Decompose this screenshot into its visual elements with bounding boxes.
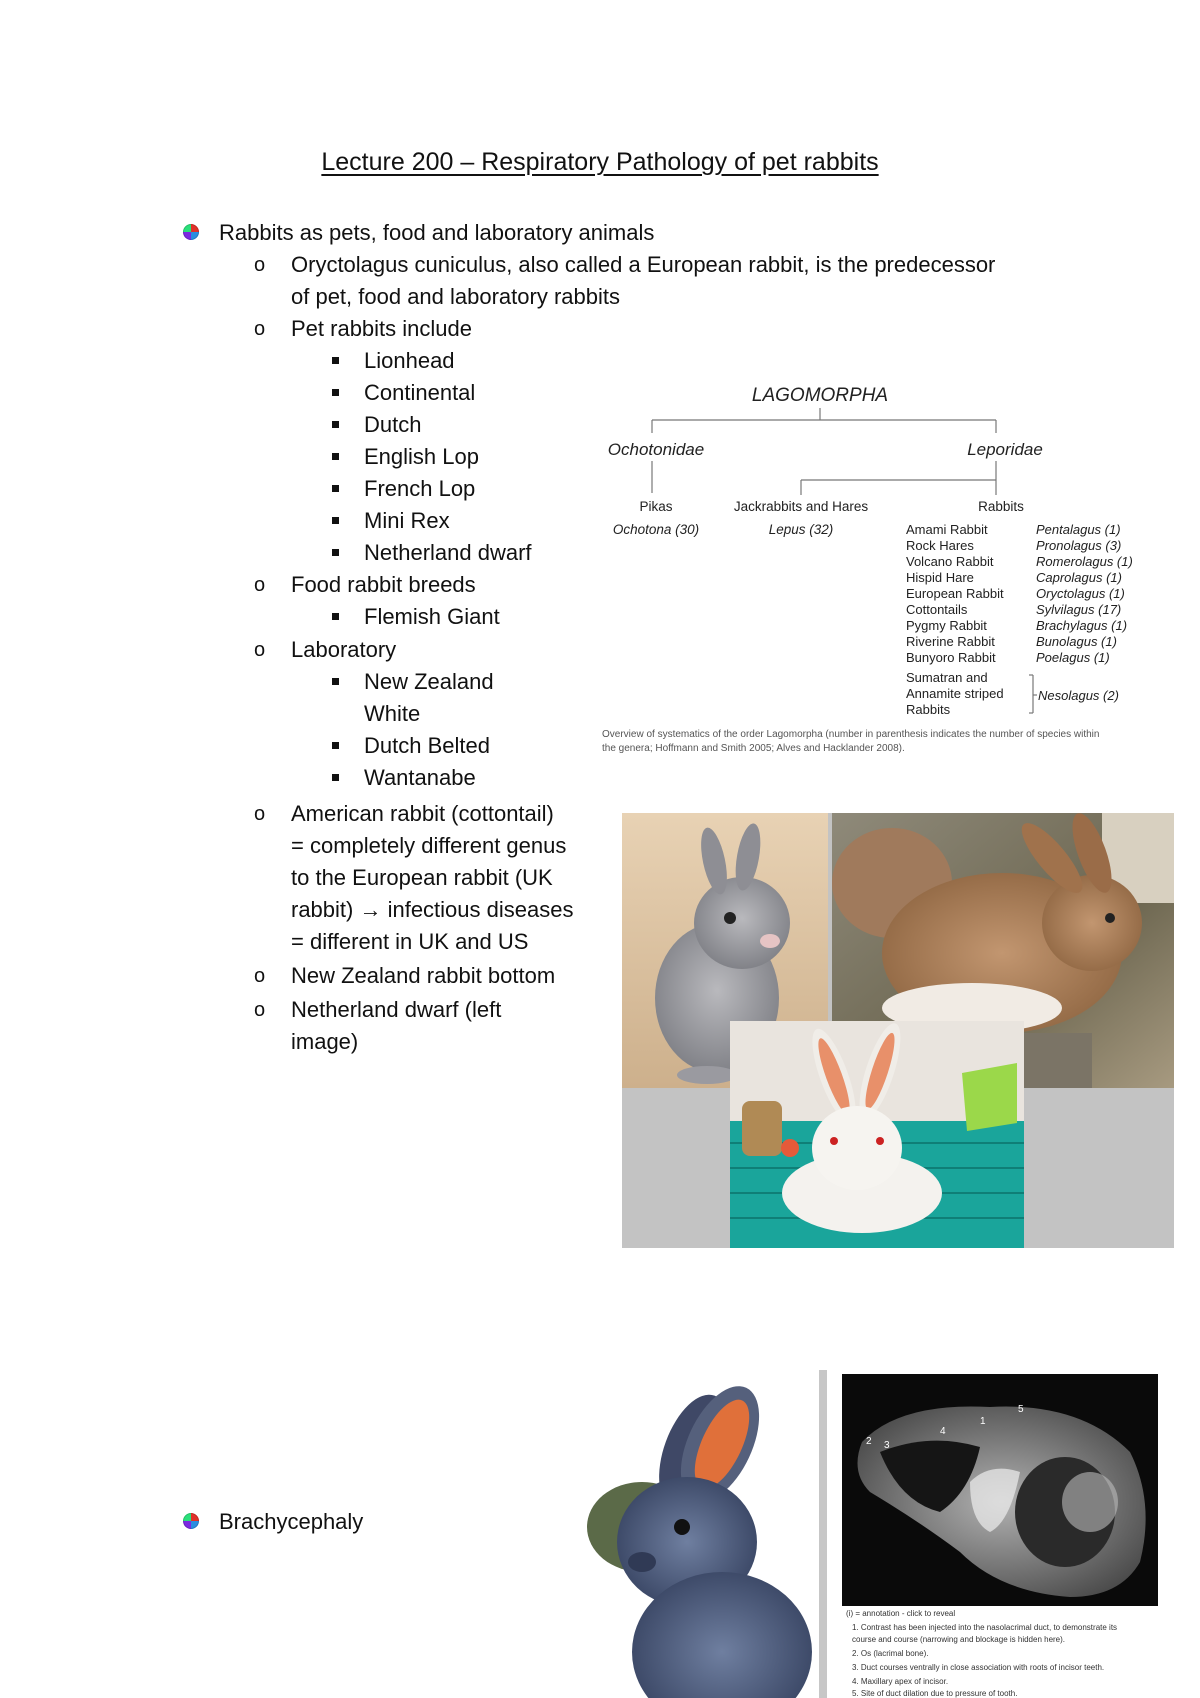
pet-rabbits-heading: Pet rabbits include bbox=[291, 316, 472, 341]
tree-genus: Sylvilagus (17) bbox=[1036, 602, 1122, 617]
tree-genus: Pronolagus (3) bbox=[1036, 538, 1122, 553]
bullet-ball-icon bbox=[183, 1513, 199, 1529]
list-item: Netherland dwarf bbox=[364, 540, 532, 565]
xray-caption: 5. Site of duct dilation due to pressure of tooth. bbox=[852, 1689, 1018, 1698]
bullet-ball-icon bbox=[183, 224, 199, 240]
xray-caption: 2. Os (lacrimal bone). bbox=[852, 1649, 929, 1658]
xray-caption: course and course (narrowing and blockage is hidden here). bbox=[852, 1635, 1066, 1644]
tree-genus: Romerolagus (1) bbox=[1036, 554, 1133, 569]
list-item-cont: White bbox=[364, 701, 421, 726]
tree-common-name: Cottontails bbox=[906, 602, 968, 617]
tree-pikas-genus: Ochotona (30) bbox=[612, 522, 700, 537]
svg-text:3: 3 bbox=[884, 1440, 890, 1451]
list-item: Lionhead bbox=[364, 348, 455, 373]
tree-common-name: Amami Rabbit bbox=[906, 522, 988, 537]
list-item: Dutch bbox=[364, 412, 422, 437]
list-item: New Zealand bbox=[364, 669, 494, 694]
tree-genus: Brachylagus (1) bbox=[1036, 618, 1128, 633]
tree-common-name: Volcano Rabbit bbox=[906, 554, 994, 569]
tree-common-name: Rock Hares bbox=[906, 538, 974, 553]
laboratory-heading: Laboratory bbox=[291, 637, 397, 662]
american-rabbit-text: to the European rabbit (UK bbox=[291, 865, 553, 890]
tree-common-name: Pygmy Rabbit bbox=[906, 618, 987, 633]
american-rabbit-text: = completely different genus bbox=[291, 833, 567, 858]
circle-bullet-icon: o bbox=[254, 999, 266, 1021]
square-bullet-icon bbox=[332, 678, 339, 685]
list-item: Wantanabe bbox=[364, 765, 476, 790]
american-rabbit-text: American rabbit (cottontail) bbox=[291, 801, 554, 826]
square-bullet-icon bbox=[332, 517, 339, 524]
lagomorpha-tree-diagram bbox=[596, 375, 1168, 760]
list-item: Continental bbox=[364, 380, 476, 405]
tree-right-family: Leporidae bbox=[967, 440, 1043, 459]
tree-genus: Bunolagus (1) bbox=[1036, 634, 1117, 649]
nz-bottom-text: New Zealand rabbit bottom bbox=[291, 963, 556, 988]
section-heading-brachycephaly: Brachycephaly bbox=[219, 1509, 364, 1534]
svg-text:1: 1 bbox=[980, 1416, 986, 1427]
square-bullet-icon bbox=[332, 742, 339, 749]
american-rabbit-text: rabbit) → infectious diseases bbox=[291, 897, 574, 922]
tree-rabbits: Rabbits bbox=[978, 499, 1024, 514]
circle-bullet-icon: o bbox=[254, 965, 266, 987]
square-bullet-icon bbox=[332, 453, 339, 460]
circle-bullet-icon: o bbox=[254, 803, 266, 825]
list-item: English Lop bbox=[364, 444, 479, 469]
svg-text:4: 4 bbox=[940, 1426, 946, 1437]
brachycephalic-rabbit-photo bbox=[582, 1382, 820, 1698]
tree-root-label: LAGOMORPHA bbox=[751, 385, 889, 406]
list-item: Flemish Giant bbox=[364, 604, 500, 629]
square-bullet-icon bbox=[332, 389, 339, 396]
tree-caption: Overview of systematics of the order Lagomorpha (number in parenthesis indicates the number of species within bbox=[602, 729, 1100, 740]
square-bullet-icon bbox=[332, 485, 339, 492]
circle-bullet-icon: o bbox=[254, 574, 266, 596]
tree-common-name: European Rabbit bbox=[906, 586, 1004, 601]
tree-sumatran: Rabbits bbox=[906, 702, 951, 717]
tree-sumatran: Annamite striped bbox=[906, 686, 1004, 701]
tree-common-name: Hispid Hare bbox=[906, 570, 974, 585]
oryctolagus-text: Oryctolagus cuniculus, also called a European rabbit, is the predecessor bbox=[291, 252, 996, 277]
section-heading-pets: Rabbits as pets, food and laboratory animals bbox=[219, 220, 655, 245]
tree-genus-nesolagus: Nesolagus (2) bbox=[1038, 688, 1119, 703]
xray-caption: (i) = annotation - click to reveal bbox=[846, 1609, 956, 1618]
netherland-text: Netherland dwarf (left bbox=[291, 997, 502, 1022]
square-bullet-icon bbox=[332, 357, 339, 364]
food-breeds-heading: Food rabbit breeds bbox=[291, 572, 476, 597]
page-title: Lecture 200 – Respiratory Pathology of pet rabbits bbox=[321, 148, 879, 176]
square-bullet-icon bbox=[332, 421, 339, 428]
tree-caption-cont: the genera; Hoffmann and Smith 2005; Alves and Hacklander 2008). bbox=[602, 743, 905, 754]
xray-caption: 3. Duct courses ventrally in close association with roots of incisor teeth. bbox=[852, 1663, 1105, 1672]
tree-genus: Pentalagus (1) bbox=[1036, 522, 1121, 537]
tree-jackrabbits-genus: Lepus (32) bbox=[768, 522, 834, 537]
oryctolagus-text-cont: of pet, food and laboratory rabbits bbox=[291, 284, 620, 309]
xray-caption: 1. Contrast has been injected into the nasolacrimal duct, to demonstrate its bbox=[852, 1623, 1118, 1632]
square-bullet-icon bbox=[332, 613, 339, 620]
circle-bullet-icon: o bbox=[254, 639, 266, 661]
tree-genus: Caprolagus (1) bbox=[1036, 570, 1122, 585]
rabbit-photo-collage bbox=[622, 813, 1174, 1248]
square-bullet-icon bbox=[332, 549, 339, 556]
tree-common-name: Riverine Rabbit bbox=[906, 634, 995, 649]
tree-genus: Poelagus (1) bbox=[1036, 650, 1110, 665]
tree-left-family: Ochotonidae bbox=[607, 440, 705, 459]
rabbit-skull-xray bbox=[840, 1372, 1160, 1698]
american-rabbit-text: = different in UK and US bbox=[291, 929, 529, 954]
tree-common-name: Bunyoro Rabbit bbox=[906, 650, 996, 665]
circle-bullet-icon: o bbox=[254, 254, 266, 276]
svg-text:5: 5 bbox=[1018, 1404, 1024, 1415]
circle-bullet-icon: o bbox=[254, 318, 266, 340]
list-item: Dutch Belted bbox=[364, 733, 490, 758]
list-item: French Lop bbox=[364, 476, 476, 501]
tree-jackrabbits: Jackrabbits and Hares bbox=[733, 499, 869, 514]
xray-divider bbox=[819, 1370, 827, 1698]
xray-caption: 4. Maxillary apex of incisor. bbox=[852, 1677, 949, 1686]
svg-text:2: 2 bbox=[866, 1436, 872, 1447]
netherland-text-cont: image) bbox=[291, 1029, 359, 1054]
tree-sumatran: Sumatran and bbox=[906, 670, 988, 685]
tree-genus: Oryctolagus (1) bbox=[1036, 586, 1125, 601]
list-item: Mini Rex bbox=[364, 508, 450, 533]
tree-pikas: Pikas bbox=[639, 499, 673, 514]
square-bullet-icon bbox=[332, 774, 339, 781]
